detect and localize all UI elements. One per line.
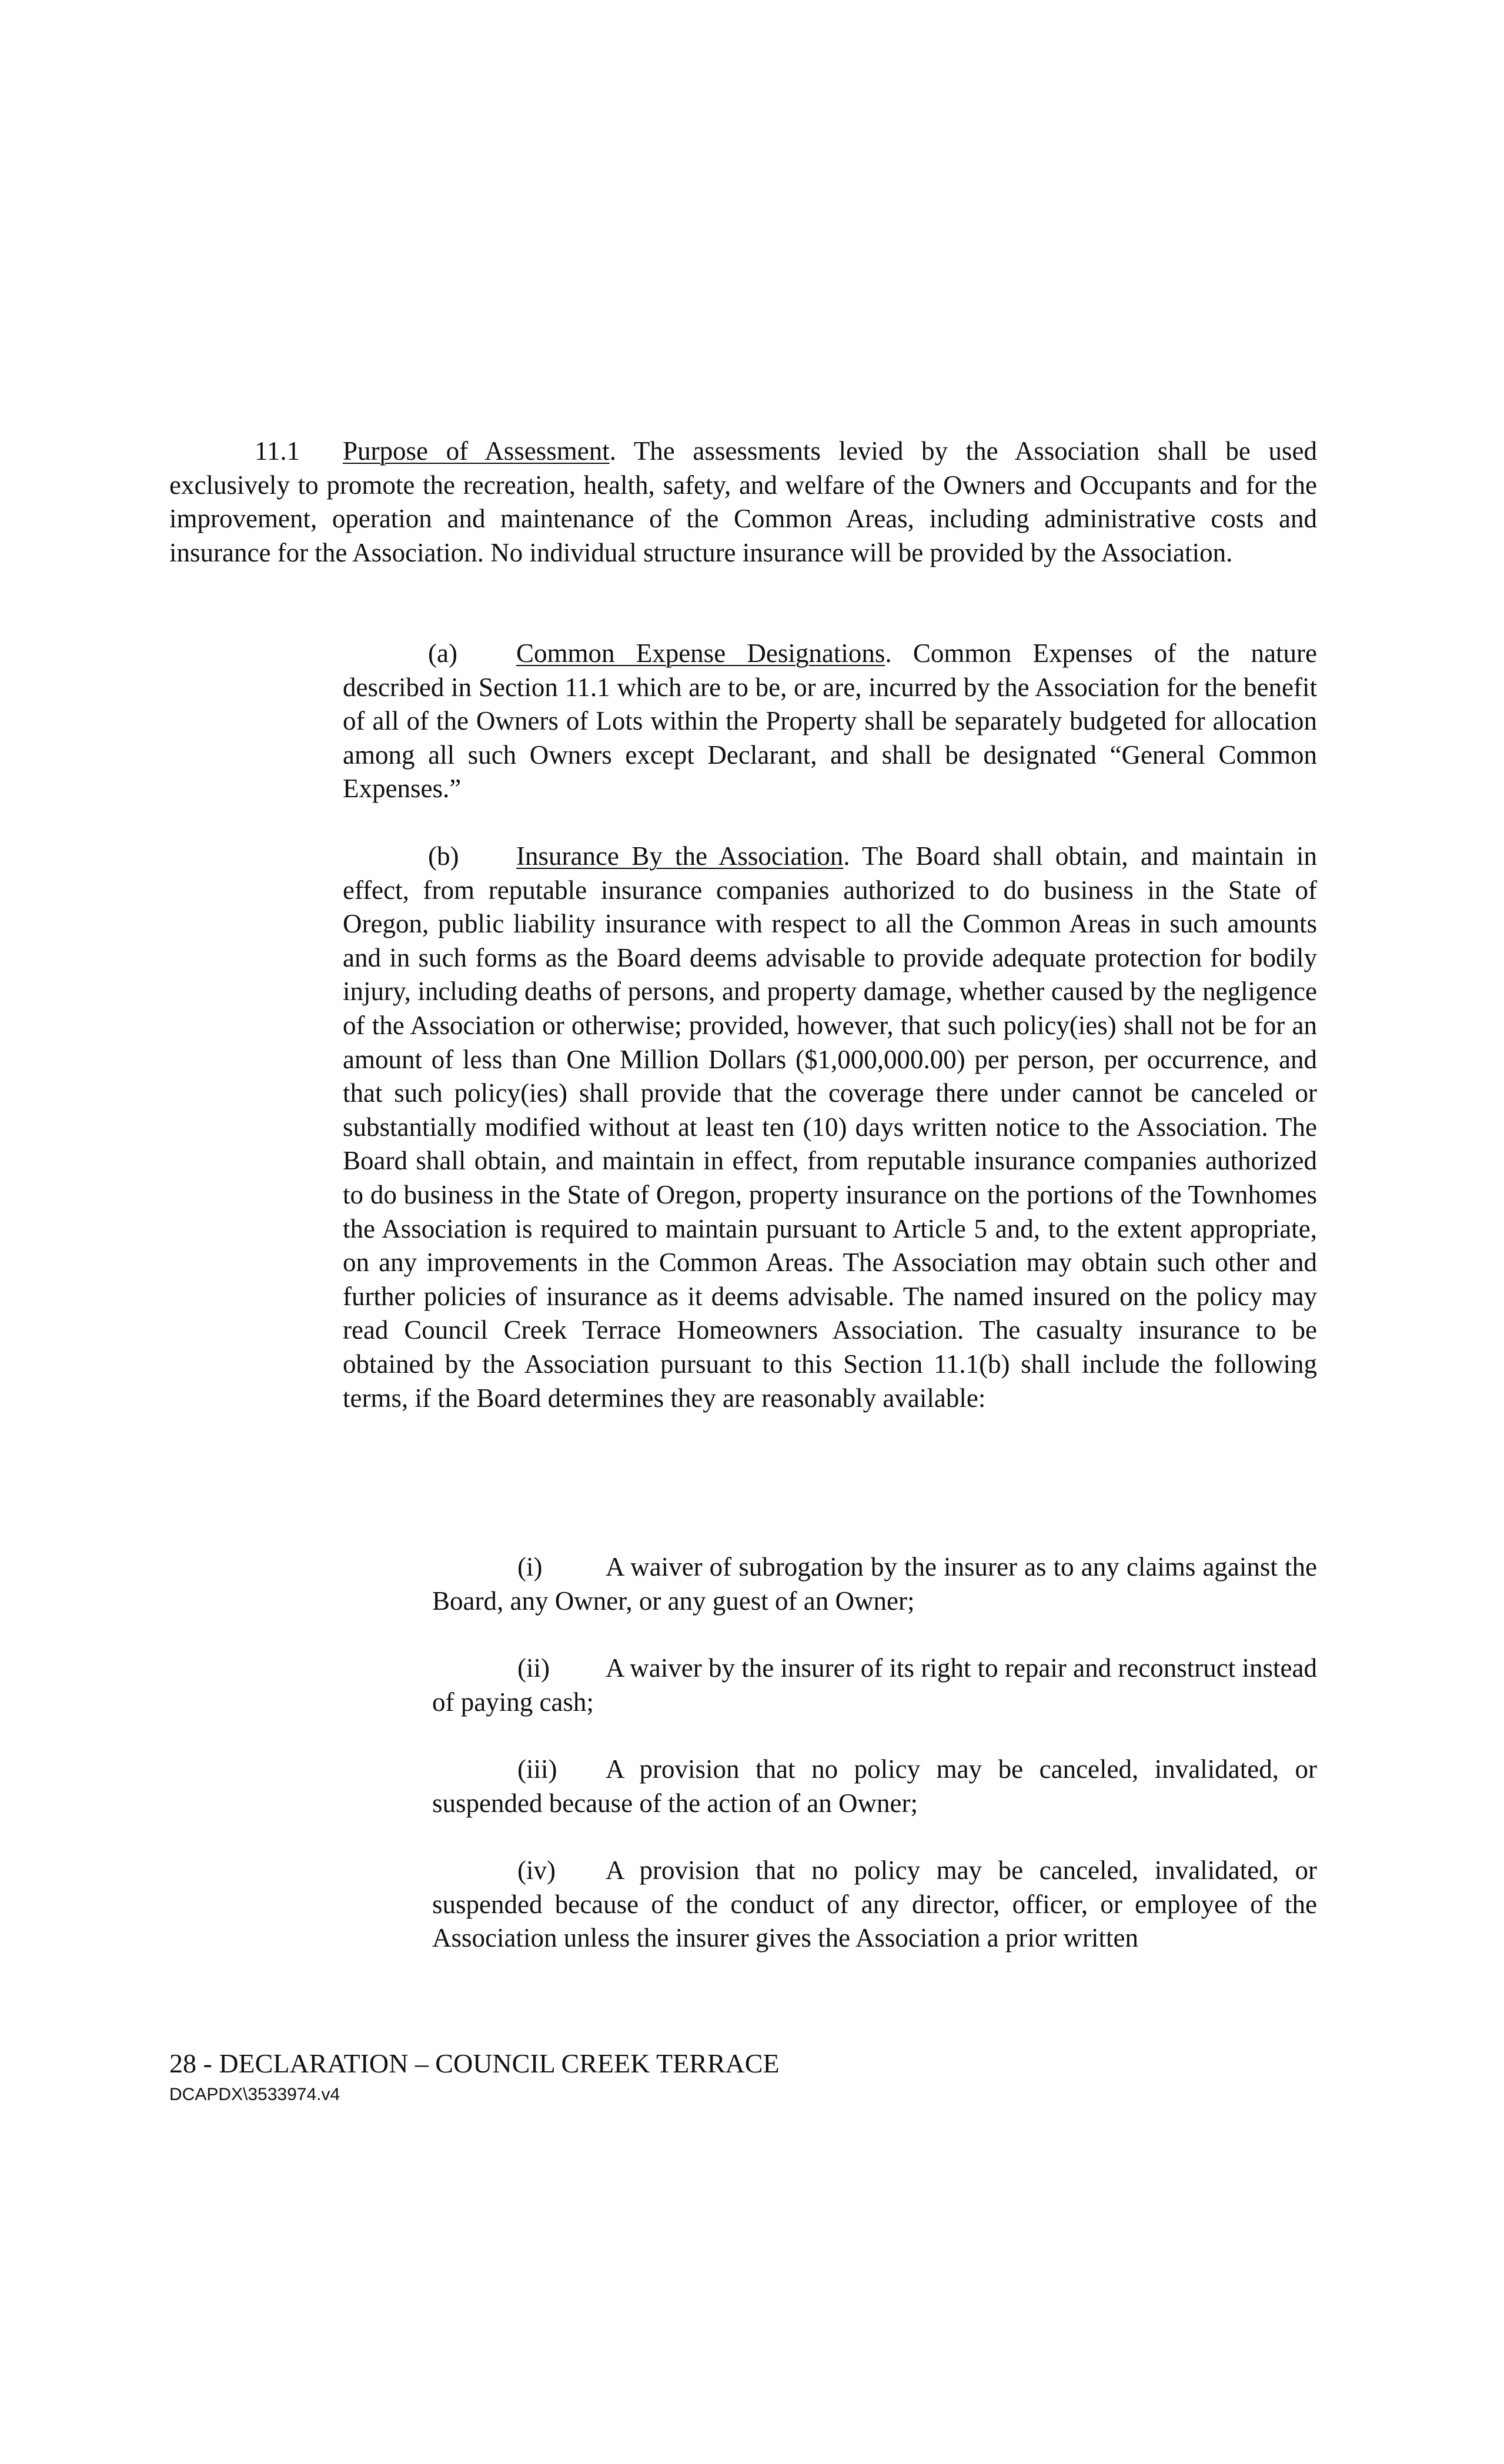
section-number: 11.1 xyxy=(255,436,300,466)
list-item-i xyxy=(432,1550,1317,1618)
section-heading: Purpose of Assessment xyxy=(343,436,610,466)
list-item-text: A waiver of subrogation by the insurer as to any claims against the Board, any Owner, or any guest of an Owner; xyxy=(432,1552,1317,1616)
section-11-1-paragraph xyxy=(169,434,1317,570)
subsection-a-heading: Common Expense Designations xyxy=(516,638,885,668)
footer-document-code: DCAPDX\3533974.v4 xyxy=(169,2085,340,2104)
subsection-b-heading: Insurance By the Association xyxy=(516,841,844,871)
subsection-a-label: (a) xyxy=(428,638,457,668)
list-item-label: (ii) xyxy=(517,1653,550,1683)
list-item-text: A provision that no policy may be canceled, invalidated, or suspended because of the action of an Owner; xyxy=(432,1754,1317,1818)
subsection-a-body-text: . Common Expenses of the nature described in Section 11.1 which are to be, or are, incurred by the Association for the benefit of all of the Owners of Lots within the Property shall be separately budgeted for allocation among all such Owners except Declarant, and shall be designated “General Common Expenses.” xyxy=(343,638,1317,804)
list-item-text: A provision that no policy may be canceled, invalidated, or suspended because of the conduct of any director, officer, or employee of the Association unless the insurer gives the Association a prior written xyxy=(432,1855,1317,1953)
list-item-label: (iv) xyxy=(517,1855,556,1885)
list-item-iii xyxy=(432,1753,1317,1820)
list-item-label: (iii) xyxy=(517,1754,557,1784)
subsection-b-paragraph xyxy=(343,840,1317,1415)
list-item-ii xyxy=(432,1651,1317,1719)
section-body-text: . The assessments levied by the Association shall be used exclusively to promote the recreation, health, safety, and welfare of the Owners and Occupants and for the improvement, operation and maintenance of the Common Areas, including administrative costs and insurance for the Association. No individual structure insurance will be provided by the Association. xyxy=(169,436,1317,567)
subsection-b-label: (b) xyxy=(428,841,459,871)
footer-page-title: 28 - DECLARATION – COUNCIL CREEK TERRACE xyxy=(169,2048,780,2078)
subsection-b-body-text: . The Board shall obtain, and maintain in effect, from reputable insurance companies authorized to do business in the State of Oregon, public liability insurance with respect to all the Common Areas in such amounts and in such forms as the Board deems advisable to provide adequate protection for bodily injury, including deaths of persons, and property damage, whether caused by the negligence of the Association or otherwise; provided, however, that such policy(ies) shall not be for an amount of less than One Million Dollars ($1,000,000.00) per person, per occurrence, and that such policy(ies) shall provide that the coverage there under cannot be canceled or substantially modified without at least ten (10) days written notice to the Association. The Board shall obtain, and maintain in effect, from reputable insurance companies authorized to do business in the State of Oregon, property insurance on the portions of the Townhomes the Association is required to maintain pursuant to Article 5 and, to the extent appropriate, on any improvements in the Common Areas. The Association may obtain such other and further policies of insurance as it deems advisable. The named insured on the policy may read Council Creek Terrace Homeowners Association. The casualty insurance to be obtained by the Association pursuant to this Section 11.1(b) shall include the following terms, if the Board determines they are reasonably available: xyxy=(343,841,1317,1413)
list-item-label: (i) xyxy=(517,1552,543,1582)
list-item-text: A waiver by the insurer of its right to repair and reconstruct instead of paying cash; xyxy=(432,1653,1317,1717)
list-item-iv xyxy=(432,1854,1317,1955)
subsection-a-paragraph xyxy=(343,637,1317,806)
